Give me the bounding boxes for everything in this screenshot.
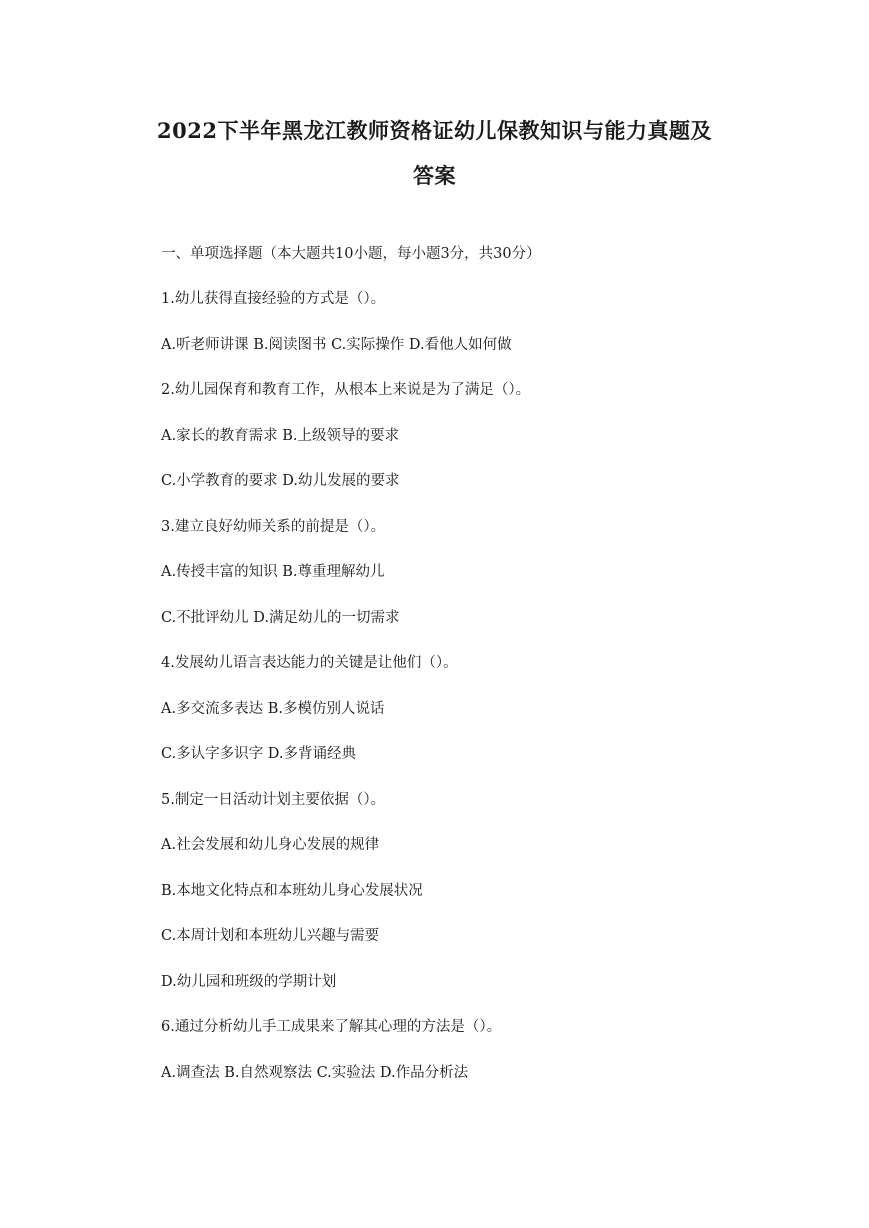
- question-5-option-a: A.社会发展和幼儿身心发展的规律: [161, 837, 380, 853]
- question-4-options-cd: C.多认字多识字 D.多背诵经典: [161, 746, 357, 762]
- question-6-options: A.调查法 B.自然观察法 C.实验法 D.作品分析法: [161, 1065, 469, 1081]
- question-6: 6.通过分析幼儿手工成果来了解其心理的方法是（）。: [161, 1019, 502, 1035]
- question-3-options-cd: C.不批评幼儿 D.满足幼儿的一切需求: [161, 610, 400, 626]
- question-1: 1.幼儿获得直接经验的方式是（）。: [161, 291, 386, 307]
- question-2: 2.幼儿园保育和教育工作，从根本上来说是为了满足（）。: [161, 382, 531, 398]
- question-5-option-c: C.本周计划和本班幼儿兴趣与需要: [161, 928, 380, 944]
- document-title-line-1: 2022下半年黑龙江教师资格证幼儿保教知识与能力真题及: [157, 118, 712, 143]
- question-2-options-ab: A.家长的教育需求 B.上级领导的要求: [161, 428, 399, 444]
- question-1-options: A.听老师讲课 B.阅读图书 C.实际操作 D.看他人如何做: [161, 337, 512, 353]
- question-3-options-ab: A.传授丰富的知识 B.尊重理解幼儿: [161, 564, 385, 580]
- question-2-options-cd: C.小学教育的要求 D.幼儿发展的要求: [161, 473, 400, 489]
- question-4: 4.发展幼儿语言表达能力的关键是让他们（）。: [161, 655, 458, 671]
- section-heading: 一、单项选择题（本大题共10小题，每小题3分，共30分）: [161, 246, 541, 262]
- document-title-line-2: 答案: [413, 163, 456, 188]
- question-5-option-d: D.幼儿园和班级的学期计划: [161, 974, 337, 990]
- question-5: 5.制定一日活动计划主要依据（）。: [161, 792, 386, 808]
- question-5-option-b: B.本地文化特点和本班幼儿身心发展状况: [161, 883, 423, 899]
- question-3: 3.建立良好幼师关系的前提是（）。: [161, 519, 386, 535]
- question-4-options-ab: A.多交流多表达 B.多模仿别人说话: [161, 701, 385, 717]
